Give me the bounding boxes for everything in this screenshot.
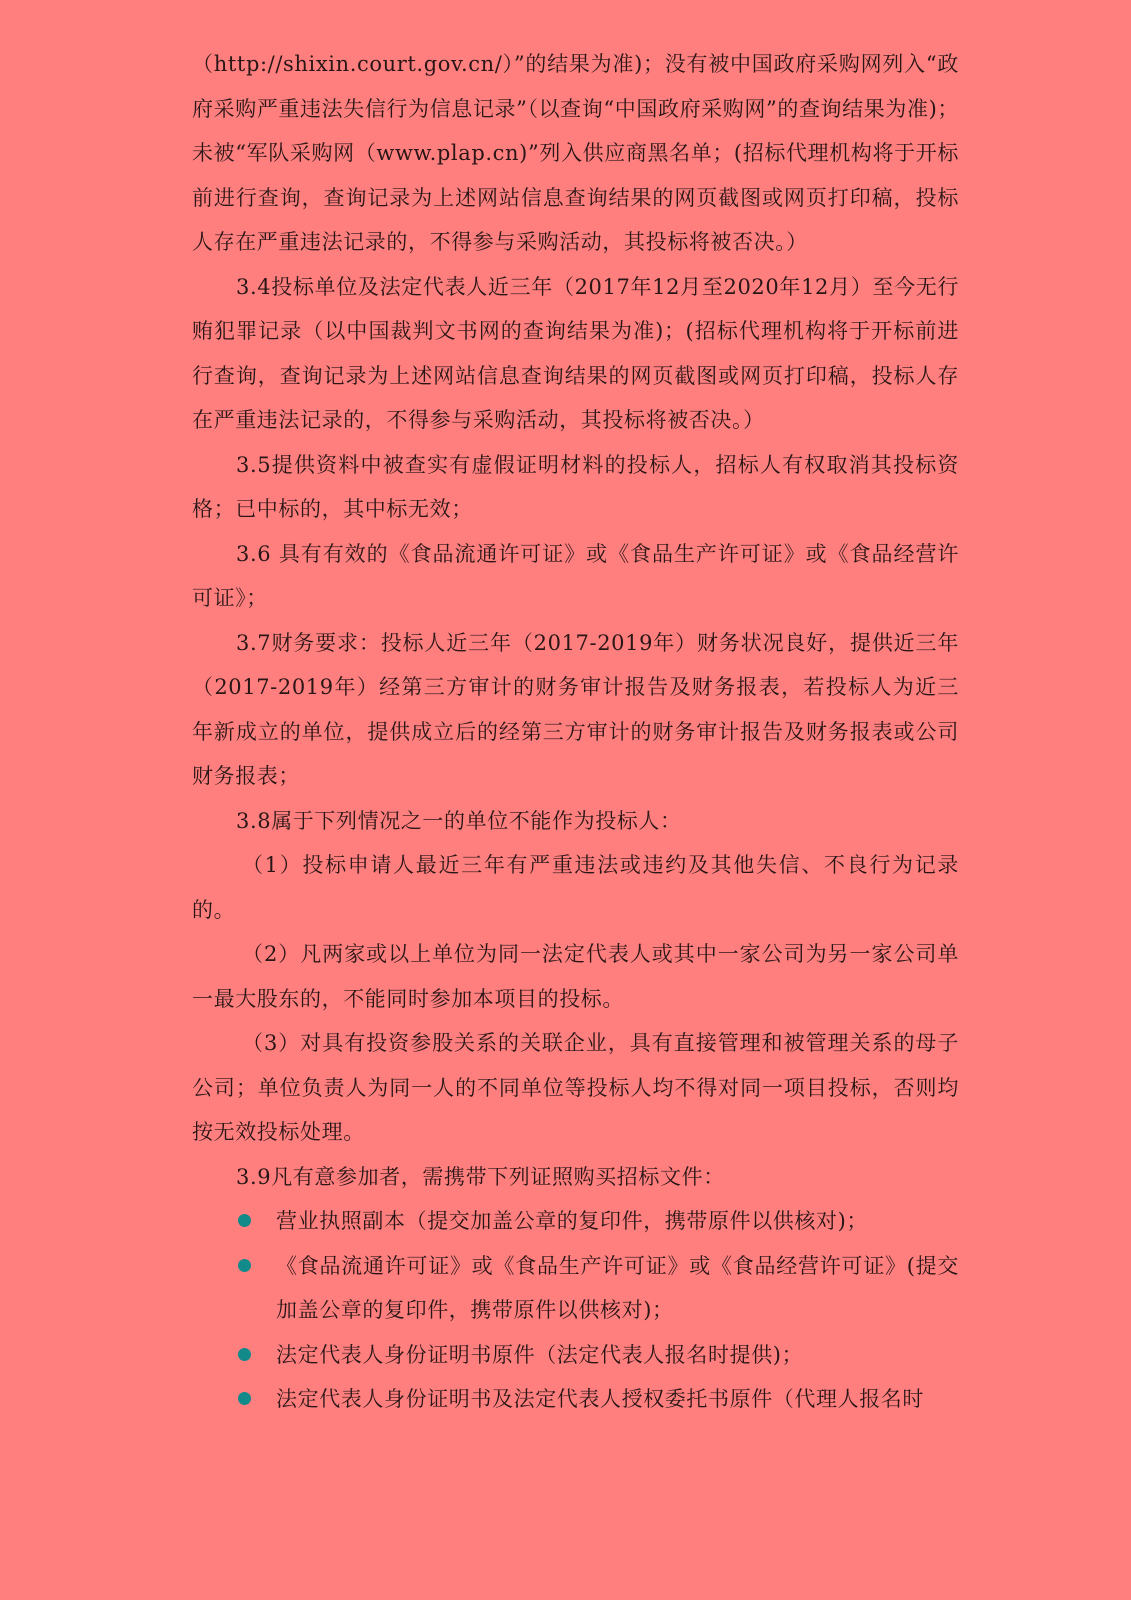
paragraph-3-4: 3.4投标单位及法定代表人近三年（2017年12月至2020年12月）至今无行贿犯罪记录（以中国裁判文书网的查询结果为准)；(招标代理机构将于开标前进行查询，查询记录为上述网站信息查询结果的网页截图或网页打印稿，投标人存在严重违法记录的，不得参与采购活动，其投标将被否决。）	[192, 274, 959, 432]
list-item	[192, 1333, 959, 1378]
list-item	[192, 1244, 959, 1333]
list-item-text: 《食品流通许可证》或《食品生产许可证》或《食品经营许可证》(提交加盖公章的复印件，携带原件以供核对)；	[276, 1253, 959, 1322]
list-item-text: 法定代表人身份证明书原件（法定代表人报名时提供)；	[276, 1342, 804, 1367]
paragraph-3-5: 3.5提供资料中被查实有虚假证明材料的投标人，招标人有权取消其投标资格；已中标的，其中标无效；	[192, 452, 959, 521]
paragraph-3-8-item-2: （2）凡两家或以上单位为同一法定代表人或其中一家公司为另一家公司单一最大股东的，不能同时参加本项目的投标。	[192, 942, 959, 1011]
paragraph-3-8: 3.8属于下列情况之一的单位不能作为投标人：	[236, 808, 682, 833]
paragraph-3-6: 3.6 具有有效的《食品流通许可证》或《食品生产许可证》或《食品经营许可证》；	[192, 541, 959, 610]
paragraph-3-7: 3.7财务要求：投标人近三年（2017-2019年）财务状况良好，提供近三年（2017-2019年）经第三方审计的财务审计报告及财务报表，若投标人为近三年新成立的单位，提供成立后的经第三方审计的财务审计报告及财务报表或公司财务报表；	[192, 630, 959, 788]
bullet-dot-icon	[238, 1214, 251, 1227]
bullet-dot-icon	[238, 1259, 251, 1272]
list-item	[192, 1377, 959, 1422]
paragraph-blacklist-check: （http://shixin.court.gov.cn/）”的结果为准)；没有被中国政府采购网列入“政府采购严重违法失信行为信息记录”（以查询“中国政府采购网”的查询结果为准)；未被“军队采购网（www.plap.cn)”列入供应商黑名单；(招标代理机构将于开标前进行查询，查询记录为上述网站信息查询结果的网页截图或网页打印稿，投标人存在严重违法记录的，不得参与采购活动，其投标将被否决。）	[192, 52, 959, 254]
bullet-dot-icon	[238, 1392, 251, 1405]
paragraph-3-9: 3.9凡有意参加者，需携带下列证照购买招标文件：	[236, 1164, 725, 1189]
list-item-text: 营业执照副本（提交加盖公章的复印件，携带原件以供核对)；	[276, 1209, 868, 1233]
paragraph-3-8-item-3: （3）对具有投资参股关系的关联企业，具有直接管理和被管理关系的母子公司；单位负责人为同一人的不同单位等投标人均不得对同一项目投标，否则均按无效投标处理。	[192, 1031, 959, 1144]
required-documents-list	[192, 1199, 959, 1422]
list-item	[192, 1199, 959, 1244]
bullet-dot-icon	[238, 1348, 251, 1361]
list-item-text: 法定代表人身份证明书及法定代表人授权委托书原件（代理人报名时	[276, 1387, 924, 1411]
paragraph-3-8-item-1: （1）投标申请人最近三年有严重违法或违约及其他失信、不良行为记录的。	[192, 853, 959, 922]
